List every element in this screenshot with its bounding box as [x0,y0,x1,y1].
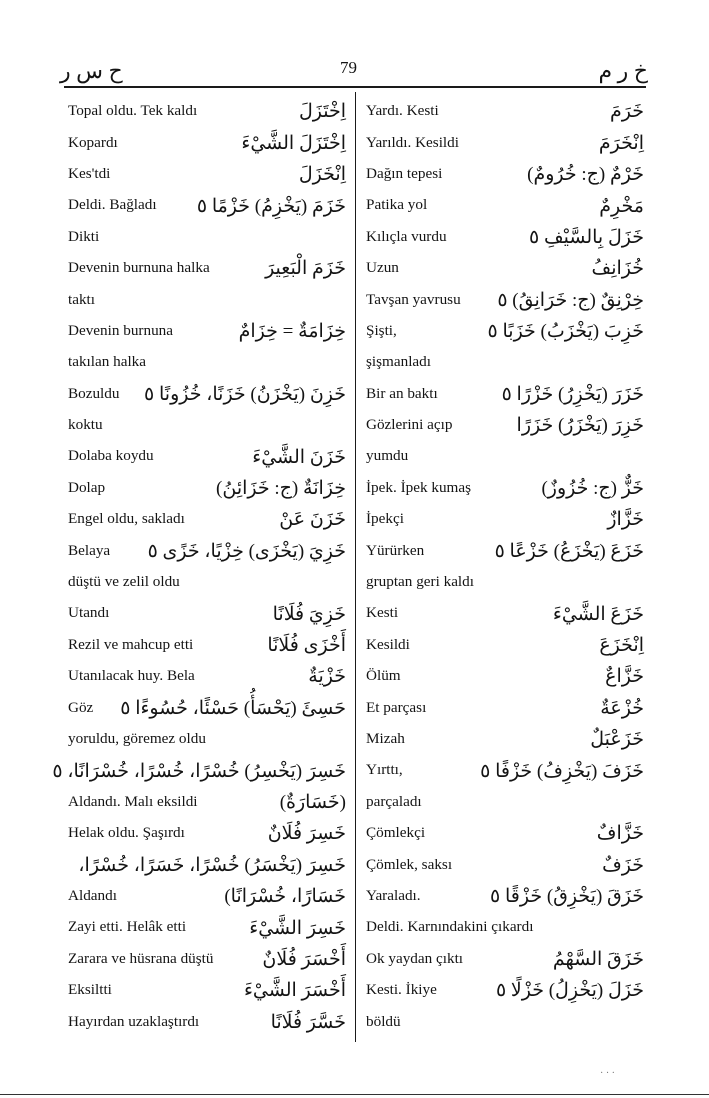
turkish-meaning: düştü ve zelil oldu [68,573,180,591]
dictionary-entry [366,408,644,439]
dictionary-entry [68,910,346,941]
dictionary-entry [68,659,346,690]
arabic-headword: خَزْيَةٌ [308,666,346,688]
arabic-headword: خَزِرَ (يَخْزَرُ) خَزَرًا [516,415,644,437]
dictionary-entry [366,125,644,156]
turkish-meaning: gruptan geri kaldı [366,573,474,591]
turkish-meaning: İpekçi [366,510,404,528]
dictionary-entry [68,722,346,753]
dictionary-entry [68,942,346,973]
turkish-meaning: Aldandı [68,886,117,904]
turkish-meaning: Eksiltti [68,981,112,999]
turkish-meaning: Utandı [68,604,110,622]
dictionary-entry [366,471,644,502]
dictionary-entry [366,879,644,910]
turkish-meaning: Ölüm [366,667,401,685]
turkish-meaning: Belaya [68,541,111,559]
arabic-headword: خُزَانِفُ [591,258,644,280]
arabic-headword: أَخْسَرَ الشَّيْءَ [244,980,346,1002]
arabic-headword: اِخْتَزَلَ الشَّيْءَ [241,132,346,154]
turkish-meaning: Çömlekçi [366,824,426,842]
turkish-meaning: Tavşan yavrusu [366,290,461,308]
arabic-headword: خَسَارًا، خُسْرَانًا) [224,886,346,908]
turkish-meaning: Zayi etti. Helâk etti [68,918,187,936]
right-column [366,94,644,1036]
dictionary-entry [68,628,346,659]
column-divider [355,92,356,1042]
dictionary-entry [366,910,644,941]
turkish-meaning: Dolap [68,478,106,496]
turkish-meaning: Kesti [366,604,399,622]
turkish-meaning: yoruldu, göremez oldu [68,730,206,747]
turkish-meaning: Hayırdan uzaklaştırdı [68,1012,200,1030]
dictionary-entry [52,753,346,784]
turkish-meaning: Yaraladı. [366,886,421,904]
arabic-headword: خَزَعْبَلٌ [590,729,644,751]
turkish-meaning: Çömlek, saksı [366,855,453,873]
arabic-headword: خَزَعَ (يَخْزَعُ) خَزْعًا ٥ [494,540,644,562]
dictionary-entry [366,753,644,784]
turkish-meaning: Dikti [68,227,100,245]
dictionary-entry [366,345,644,376]
turkish-meaning: Et parçası [366,698,427,716]
dictionary-entry [366,439,644,470]
dictionary-entry [366,188,644,219]
page-number: 79 [340,58,357,77]
turkish-meaning: Yırttı, [366,761,403,779]
arabic-headword: خَزَنَ الشَّيْءَ [252,446,346,468]
turkish-meaning: İpek. İpek kumaş [366,478,472,496]
dictionary-entry [366,502,644,533]
dictionary-entry [68,94,346,125]
dictionary-entry [366,220,644,251]
header-left-letters: ح س ر [60,58,123,83]
turkish-meaning: Rezil ve mahcup etti [68,635,194,653]
turkish-meaning: Utanılacak huy. Bela [68,667,195,685]
dictionary-entry [68,785,346,816]
arabic-headword: اِنْخَرَمَ [598,132,644,154]
page-header [48,58,648,84]
dictionary-entry [366,659,644,690]
dictionary-entry [68,251,346,282]
left-column [52,94,346,1036]
turkish-meaning: Topal oldu. Tek kaldı [68,102,198,120]
dictionary-entry [68,973,346,1004]
dictionary-entry [366,628,644,659]
bottom-rule [0,1094,709,1095]
arabic-headword: اِنْخَزَلَ [298,164,346,186]
dictionary-entry [366,1004,644,1035]
turkish-meaning: Dağın tepesi [366,164,443,182]
dictionary-entry [366,690,644,721]
turkish-meaning: Gözlerini açıp [366,416,453,434]
dictionary-entry [68,188,346,219]
arabic-headword: اِنْخَزَعَ [599,635,644,657]
arabic-headword: خَسِرَ (يَخْسِرُ) خُسْرًا، خُسْرًا، خُسْرَانًا، ٥ [52,760,346,782]
arabic-headword: خَزَّاعٌ [605,666,644,688]
dictionary-entry [68,690,346,721]
arabic-headword: خَسِرَ (يَخْسَرُ) خُسْرًا، خَسَرًا، خُسْرًا، [78,854,346,876]
arabic-headword: (خَسَارَةٌ) [279,791,346,813]
dictionary-entry [366,94,644,125]
dictionary-entry [366,314,644,345]
turkish-meaning: Dolaba koydu [68,447,154,465]
dictionary-entry [68,220,346,251]
turkish-meaning: Zarara ve hüsrana düştü [68,949,214,967]
arabic-headword: مَخْرِمٌ [599,195,644,217]
turkish-meaning: Patika yol [366,196,428,214]
turkish-meaning: Kesti. İkiye [366,981,437,999]
dictionary-entry [366,785,644,816]
turkish-meaning: böldü [366,1012,401,1030]
arabic-headword: خَزَمَ (يَخْزِمُ) خَزْمًا ٥ [196,195,346,217]
arabic-headword: خَزَّازٌ [607,509,644,531]
dictionary-entry [366,157,644,188]
arabic-headword: خَزَمَ الْبَعِيرَ [265,258,346,280]
arabic-headword: اِخْتَزَلَ [298,101,346,123]
arabic-headword: خَزَفَ (يَخْزِفُ) خَزْفًا ٥ [480,760,644,782]
turkish-meaning: Deldi. Bağladı [68,196,157,214]
dictionary-entry [366,533,644,564]
turkish-meaning: yumdu [366,447,409,465]
turkish-meaning: Mizah [366,730,405,747]
arabic-headword: خَزَنَ عَنْ [279,509,346,531]
turkish-meaning: Kılıçla vurdu [366,227,447,245]
dictionary-entry [366,847,644,878]
turkish-meaning: Bozuldu [68,384,120,402]
arabic-headword: حَسِئَ (يَحْسَأُ) حَسْئًا، حُسُوءًا ٥ [120,697,346,719]
arabic-headword: خَزٌّ (ج: خُزُوزٌ) [541,478,644,500]
arabic-headword: أَخْسَرَ فُلَانٌ [262,948,346,970]
dictionary-entry [68,816,346,847]
turkish-meaning: Uzun [366,259,399,277]
turkish-meaning: Kopardı [68,133,118,151]
dictionary-entry [68,439,346,470]
turkish-meaning: Yarıldı. Kesildi [366,133,459,151]
arabic-headword: خِرْنِقٌ (ج: خَرَانِقُ) ٥ [497,289,644,311]
arabic-headword: خَرَمَ [610,101,644,123]
turkish-meaning: takılan halka [68,353,147,371]
dictionary-entry [366,722,644,753]
arabic-headword: خَزَّافٌ [596,823,644,845]
turkish-meaning: Engel oldu, sakladı [68,510,185,528]
dictionary-entry [366,251,644,282]
arabic-headword: خَزَعَ الشَّيْءَ [552,603,644,625]
arabic-headword: خَزَقَ (يَخْزِقُ) خَزْقًا ٥ [490,886,644,908]
arabic-headword: خَسَّرَ فُلَانًا [270,1011,346,1033]
dictionary-entry [68,125,346,156]
arabic-headword: خِزَانَةٌ (ج: خَزَائِنُ) [216,478,346,500]
turkish-meaning: Deldi. Karnındakini çıkardı [366,918,534,936]
dictionary-entry [366,282,644,313]
arabic-headword: أَخْزَى فُلَانًا [267,635,346,657]
turkish-meaning: Aldandı. Malı eksildi [68,792,198,810]
arabic-headword: خَزَلَ (يَخْزِلُ) خَزْلًا ٥ [495,980,644,1002]
turkish-meaning: Devenin burnuna halka [68,259,210,277]
dictionary-entry [68,377,346,408]
arabic-headword: خِزَامَةٌ = خِزَامٌ [238,321,346,343]
dictionary-entry [366,816,644,847]
arabic-headword: خَزَلَ بِالسَّيْفِ ٥ [529,226,644,248]
dictionary-entry [68,1004,346,1035]
arabic-headword: خَزِيَ (يَخْزَى) خِزْيًا، خَزًى ٥ [147,540,346,562]
dictionary-entry [68,408,346,439]
header-right-letters: خ ر م [598,58,648,83]
dictionary-entry [68,565,346,596]
dictionary-entry [366,973,644,1004]
turkish-meaning: Ok yaydan çıktı [366,949,464,967]
header-rule [64,86,646,88]
arabic-headword: خَزِبَ (يَخْزَبُ) خَزَبًا ٥ [487,321,644,343]
arabic-headword: خَزَرَ (يَخْزِرُ) خَزْرًا ٥ [501,383,644,405]
arabic-headword: خَزَقَ السَّهْمُ [552,948,644,970]
dictionary-entry [68,314,346,345]
arabic-headword: خَسِرَ الشَّيْءَ [249,917,346,939]
turkish-meaning: Şişti, [366,321,397,339]
turkish-meaning: Kesildi [366,635,410,653]
dictionary-entry [68,157,346,188]
dictionary-entry [366,377,644,408]
arabic-headword: خَزِنَ (يَخْزَنُ) خَزَنًا، خُزُونًا ٥ [144,383,346,405]
turkish-meaning: Bir an baktı [366,384,438,402]
arabic-headword: خَزِيَ فُلَانًا [272,603,346,625]
dictionary-entry [366,942,644,973]
turkish-meaning: Yürürken [366,541,425,559]
arabic-headword: خَرْمٌ (ج: خُرُومٌ) [527,164,644,186]
arabic-headword: خَزَفٌ [602,854,644,876]
turkish-meaning: Yardı. Kesti [366,102,439,120]
arabic-headword: خُزْعَةٌ [600,697,644,719]
turkish-meaning: parçaladı [366,792,422,810]
turkish-meaning: Kes'tdi [68,164,111,182]
turkish-meaning: Devenin burnuna [68,321,174,339]
dictionary-entry [68,502,346,533]
dictionary-entry [68,282,346,313]
turkish-meaning: taktı [68,290,95,308]
dictionary-entry [366,565,644,596]
turkish-meaning: koktu [68,416,103,434]
dictionary-entry [68,596,346,627]
turkish-meaning: şişmanladı [366,353,431,371]
arabic-headword: خَسِرَ فُلَانٌ [267,823,346,845]
dictionary-entry [68,879,346,910]
dictionary-entry [68,345,346,376]
dictionary-entry [68,471,346,502]
turkish-meaning: Helak oldu. Şaşırdı [68,824,185,842]
scan-smudge: · · · [600,1068,615,1079]
dictionary-entry [68,533,346,564]
dictionary-entry [366,596,644,627]
turkish-meaning: Göz [68,698,94,716]
dictionary-entry [68,847,346,878]
